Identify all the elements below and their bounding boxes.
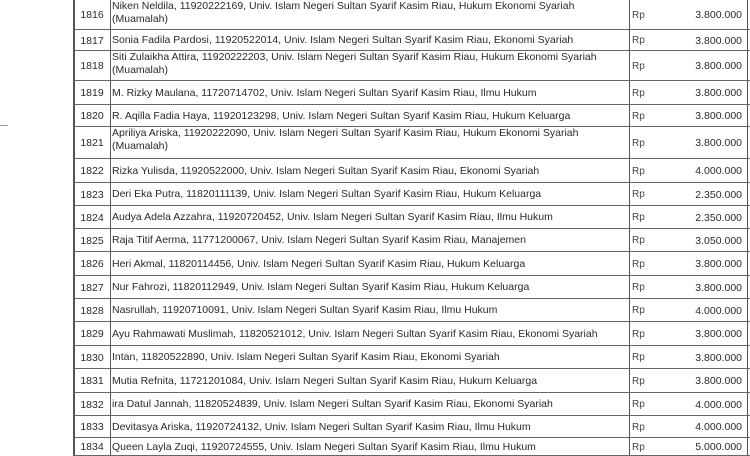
recipient-description: Sonia Fadila Pardosi, 11920522014, Univ. Islam Negeri Sultan Syarif Kasim Riau, Ekonomi Syariah (112, 34, 574, 46)
table-row (0, 299, 750, 322)
amount-value: 3.800.000 (695, 328, 742, 340)
recipient-description: M. Rizky Maulana, 11720714702, Univ. Islam Negeri Sultan Syarif Kasim Riau, Ilmu Hukum (112, 86, 537, 99)
amount-value: 3.800.000 (695, 375, 742, 387)
recipient-description: Niken Neldila, 11920222169, Univ. Islam Negeri Sultan Syarif Kasim Riau, Hukum Ekonomi Syariah (Muamalah) (112, 0, 575, 25)
currency-label: Rp (632, 282, 645, 293)
row-number: 1827 (80, 281, 104, 294)
recipient-description: Queen Layla Zuqi, 11920724555, Univ. Islam Negeri Sultan Syarif Kasim Riau, Ilmu Hukum (112, 440, 536, 453)
recipient-description: Audya Adela Azzahra, 11920720452, Univ. Islam Negeri Sultan Syarif Kasim Riau, Ilmu Hukum (112, 211, 553, 223)
amount-value: 3.800.000 (695, 87, 742, 99)
recipient-description: Nasrullah, 11920710091, Univ. Islam Negeri Sultan Syarif Kasim Riau, Ilmu Hukum (112, 304, 498, 316)
amount-value: 3.800.000 (695, 281, 742, 294)
currency-label: Rp (632, 35, 645, 46)
amount-value: 5.000.000 (695, 441, 742, 453)
table-row (0, 438, 750, 456)
amount-value: 3.800.000 (695, 258, 742, 270)
currency-label: Rp (632, 352, 645, 363)
row-number: 1822 (80, 165, 104, 177)
currency-label: Rp (632, 235, 645, 246)
recipient-description: Rizka Yulisda, 11920522000, Univ. Islam Negeri Sultan Syarif Kasim Riau, Ekonomi Syariah (112, 164, 540, 177)
recipient-description: Mutia Refnita, 11721201084, Univ. Islam Negeri Sultan Syarif Kasim Riau, Hukum Keluarga (112, 374, 538, 387)
currency-label: Rp (632, 399, 645, 410)
row-number: 1821 (80, 137, 104, 149)
amount-value: 3.800.000 (695, 60, 742, 72)
currency-label: Rp (632, 258, 645, 270)
currency-label: Rp (632, 421, 645, 433)
table-row (0, 0, 750, 30)
recipient-description: Ayu Rahmawati Muslimah, 11820521012, Univ. Islam Negeri Sultan Syarif Kasim Riau, Ekonomi Syariah (112, 327, 598, 340)
recipient-description: ira Datul Jannah, 11820524839, Univ. Islam Negeri Sultan Syarif Kasim Riau, Ekonomi Syariah (112, 398, 553, 410)
row-number: 1833 (80, 421, 104, 433)
amount-value: 3.800.000 (695, 9, 742, 21)
table-row (0, 127, 750, 159)
table-row (0, 206, 750, 229)
row-number: 1820 (80, 110, 104, 122)
row-number: 1829 (80, 328, 104, 340)
currency-label: Rp (632, 441, 645, 453)
table-row (0, 159, 750, 183)
currency-label: Rp (632, 137, 645, 149)
amount-value: 4.000.000 (695, 304, 742, 317)
row-number: 1828 (80, 304, 104, 317)
amount-value: 4.000.000 (695, 398, 742, 411)
amount-value: 3.800.000 (695, 110, 742, 122)
currency-label: Rp (632, 9, 645, 21)
currency-label: Rp (632, 110, 645, 122)
currency-label: Rp (632, 60, 645, 72)
row-number: 1824 (80, 211, 104, 224)
amount-value: 4.000.000 (695, 165, 742, 177)
row-number: 1818 (80, 60, 104, 72)
row-number: 1823 (80, 188, 104, 201)
recipient-description: R. Aqilla Fadia Haya, 11920123298, Univ. Islam Negeri Sultan Syarif Kasim Riau, Hukum Keluarga (112, 109, 571, 122)
recipient-description: Apriliya Ariska, 11920222090, Univ. Islam Negeri Sultan Syarif Kasim Riau, Hukum Ekonomi Syariah (Muamalah) (112, 127, 579, 152)
recipient-description: Devitasya Ariska, 11920724132, Univ. Islam Negeri Sultan Syarif Kasim Riau, Ilmu Hukum (112, 420, 531, 433)
currency-label: Rp (632, 328, 645, 340)
row-number: 1830 (80, 351, 104, 364)
table-row (0, 276, 750, 299)
row-number: 1817 (80, 34, 104, 47)
amount-value: 4.000.000 (695, 421, 742, 433)
table-row (0, 105, 750, 127)
amount-value: 2.350.000 (695, 211, 742, 224)
table-row (0, 81, 750, 105)
table-row (0, 229, 750, 252)
table-row (0, 183, 750, 206)
currency-label: Rp (632, 189, 645, 200)
table-row (0, 51, 750, 81)
row-number: 1826 (80, 258, 104, 270)
amount-value: 3.800.000 (695, 34, 742, 47)
currency-label: Rp (632, 305, 645, 316)
table-row (0, 252, 750, 276)
recipient-description: Deri Eka Putra, 11820111139, Univ. Islam Negeri Sultan Syarif Kasim Riau, Hukum Keluarga (112, 188, 542, 200)
amount-value: 2.350.000 (695, 188, 742, 201)
table-row (0, 369, 750, 393)
row-number: 1825 (80, 234, 104, 247)
currency-label: Rp (632, 165, 645, 177)
recipient-description: Siti Zulaikha Attira, 11920222203, Univ. Islam Negeri Sultan Syarif Kasim Riau, Hukum Ekonomi Syariah (Muamalah) (112, 51, 597, 76)
table-row (0, 346, 750, 369)
currency-label: Rp (632, 87, 645, 99)
amount-value: 3.800.000 (695, 137, 742, 149)
table-row (0, 322, 750, 346)
recipient-description: Nur Fahrozi, 11820112949, Univ. Islam Negeri Sultan Syarif Kasim Riau, Hukum Keluarga (112, 281, 530, 293)
row-number: 1831 (80, 375, 104, 387)
recipient-description: Heri Akmal, 11820114456, Univ. Islam Negeri Sultan Syarif Kasim Riau, Hukum Keluarga (112, 257, 526, 270)
recipient-description: Raja Titif Aerma, 11771200067, Univ. Islam Negeri Sultan Syarif Kasim Riau, Manajemen (112, 234, 526, 246)
row-number: 1819 (80, 87, 104, 99)
row-number: 1816 (80, 9, 104, 21)
row-number: 1832 (80, 398, 104, 411)
currency-label: Rp (632, 212, 645, 223)
amount-value: 3.800.000 (695, 351, 742, 364)
amount-value: 3.050.000 (695, 234, 742, 247)
table-row (0, 416, 750, 438)
recipient-description: Intan, 11820522890, Univ. Islam Negeri Sultan Syarif Kasim Riau, Ekonomi Syariah (112, 351, 500, 363)
table-row (0, 393, 750, 416)
row-number: 1834 (80, 441, 104, 453)
currency-label: Rp (632, 375, 645, 387)
table-row (0, 30, 750, 51)
